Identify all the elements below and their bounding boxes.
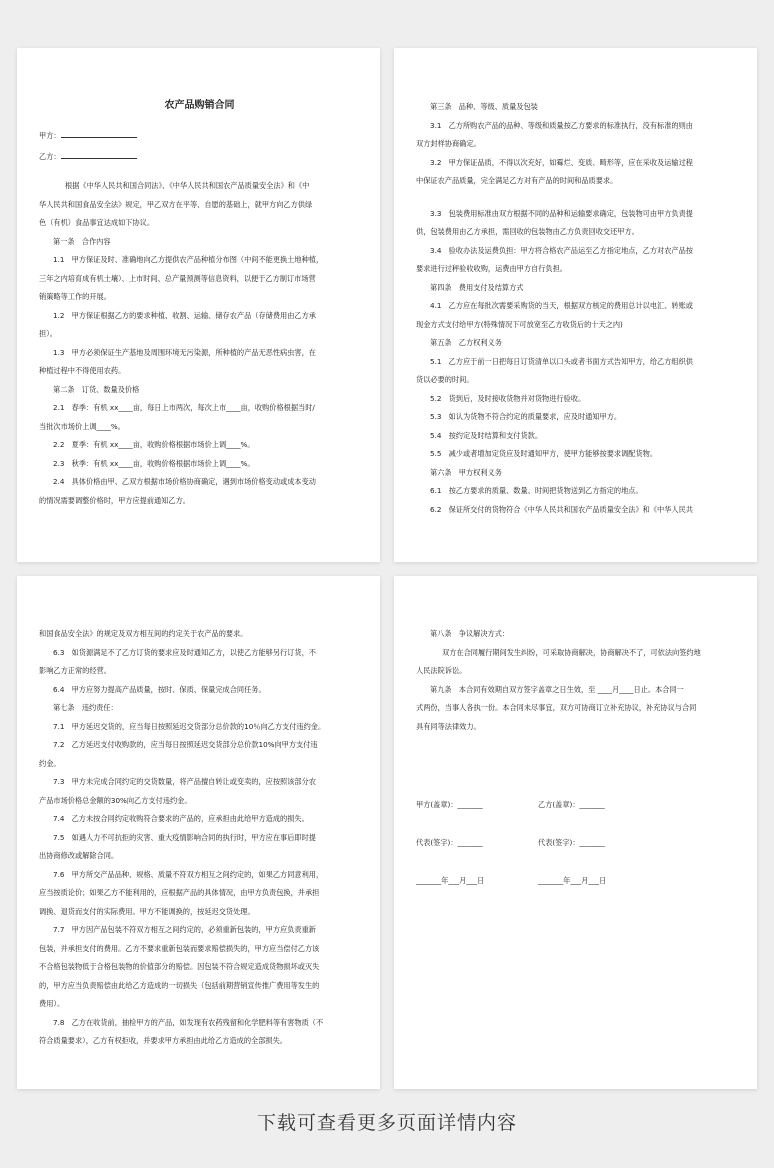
text-line: 7.2 乙方延迟支付收购款的，应当每日按照延迟交货部分总价款10%向甲方支付违 xyxy=(53,740,318,749)
text-line: 2.2 夏季：有机 xx____亩，收购价格根据市场价上调____%。 xyxy=(53,440,255,449)
party-a-label: 甲方： xyxy=(39,131,61,140)
text-line: 第九条 本合同有效期自双方签字盖章之日生效，至 ____月____日止。本合同一 xyxy=(430,684,684,694)
text-line: 1.2 甲方保证根据乙方的要求种植、收割、运输、储存农产品（存储费用由乙方承 xyxy=(53,310,316,320)
party-b-representative: 代表(签字)：_______ xyxy=(538,838,605,847)
text-line: 销策略等工作的开展。 xyxy=(39,292,111,301)
text-line: 7.4 乙方未按合同约定收购符合要求的产品的，应承担由此给甲方造成的损失。 xyxy=(53,814,309,823)
text-line: 符合质量要求），乙方有权拒收，并要求甲方承担由此给乙方造成的全部损失。 xyxy=(39,1036,287,1045)
date-row xyxy=(416,872,737,890)
text-line: 产品市场价格总金额的30%向乙方支付违约金。 xyxy=(39,795,192,805)
text-line: 不合格包装物低于合格包装物的价值部分的赔偿。因包装不符合规定造成货物损坏或灭失 xyxy=(39,962,320,971)
download-more-caption: 下载可查看更多页面详情内容 xyxy=(256,1112,517,1134)
text-line: 的情况需要调整价格时，甲方应提前通知乙方。 xyxy=(39,495,190,505)
text-line: 3.1 乙方所购农产品的品种、等级和质量按乙方要求的标准执行，没有标准的则由 xyxy=(430,120,693,130)
text-line: 7.8 乙方在收货前，抽检甲方的产品，如发现有农药残留和化学肥料等有害物质（不 xyxy=(53,1017,324,1027)
party-b-date: _______年___月___日 xyxy=(538,876,607,885)
text-line: 三年之内培育成有机土壤）、上市时间、总产量预测等信息资料，以便于乙方制订市场营 xyxy=(39,273,316,283)
text-line: 2.3 秋季：有机 xx____亩，收购价格根据市场价上调____%。 xyxy=(53,458,255,468)
text-line: 3.4 验收办法及运费负担：甲方将合格农产品运至乙方指定地点，乙方对农产品按 xyxy=(430,245,693,255)
text-line: 根据《中华人民共和国合同法》、《中华人民共和国农产品质量安全法》和《中 xyxy=(65,181,310,190)
text-line: 5.4 按约定及时结算和支付货款。 xyxy=(430,430,543,440)
document-page-2 xyxy=(394,48,757,562)
contract-title: 农产品购销合同 xyxy=(164,100,235,111)
text-line: 当批次市场价上调____%。 xyxy=(39,421,125,431)
text-line: 应当按质论价；如果乙方不能利用的，应根据产品的具体情况，由甲方负责包换，并承担 xyxy=(39,888,320,897)
text-line: 3.2 甲方保证品质，不得以次充好，如霉烂、变质、畸形等，应在采收及运输过程 xyxy=(430,157,693,167)
seal-row xyxy=(416,796,737,814)
text-line: 7.1 甲方延迟交货的，应当每日按照延迟交货部分总价款的10％向乙方支付违约金。 xyxy=(53,721,326,731)
text-line: 第一条 合作内容 xyxy=(53,236,111,246)
text-line: 2.1 春季：有机 xx____亩，每日上市两次，每次上市____亩，收购价格根据当时/ xyxy=(53,403,315,412)
text-line: 货以必要的时间。 xyxy=(416,375,474,384)
party-a-line xyxy=(39,125,360,146)
text-line: 担）。 xyxy=(39,329,57,338)
text-line: 1.1 甲方保证及时、准确地向乙方提供农产品种植分布图（中间不能更换土地种植， xyxy=(53,255,324,264)
party-b-line xyxy=(39,146,360,167)
text-line: 供，包装费用由乙方承担，需回收的包装物由乙方负责回收交还甲方。 xyxy=(416,227,639,236)
text-line: 和国食品安全法》的规定及双方相互间的约定关于农产品的要求。 xyxy=(39,629,248,638)
text-line: 色（有机）食品事宜达成如下协议。 xyxy=(39,218,155,227)
document-page-3 xyxy=(17,576,380,1089)
paragraph-gap xyxy=(416,191,737,205)
text-line: 第五条 乙方权利义务 xyxy=(430,338,502,347)
text-line: 6.4 甲方应努力提高产品质量，按时、保质、保量完成合同任务。 xyxy=(53,684,266,694)
text-line: 7.6 甲方所交产品品种、规格、质量不符双方相互之间约定的，如果乙方同意利用， xyxy=(53,869,324,879)
text-line: 5.1 乙方应于前一日把每日订货清单以口头或者书面方式告知甲方，给乙方组织供 xyxy=(430,356,693,366)
text-line: 影响乙方正常的经营。 xyxy=(39,666,111,675)
text-line: 种植过程中不得使用农药。 xyxy=(39,366,126,375)
text-line: 现金方式支付给甲方(特殊情况下可放宽至乙方收货后的十天之内) xyxy=(416,319,623,329)
text-line: 中保证农产品质量，完全满足乙方对有产品的时间和品质要求。 xyxy=(416,176,618,185)
text-line: 2.4 具体价格由甲、乙双方根据市场价格协商确定，遇到市场价格变动或成本变动 xyxy=(53,477,316,486)
text-line: 3.3 包装费用标准由双方根据不同的品种和运输要求确定，包装物可由甲方负责提 xyxy=(430,208,693,218)
page-1-body xyxy=(39,177,360,510)
party-b-seal: 乙方(盖章)：_______ xyxy=(538,800,605,809)
text-line: 出协商修改或解除合同。 xyxy=(39,851,119,860)
text-line: 6.2 保证所交付的货物符合《中华人民共和国农产品质量安全法》和《中华人民共 xyxy=(430,504,693,514)
party-a-representative: 代表(签字)：_______ xyxy=(416,838,483,847)
page-4-body xyxy=(416,625,737,736)
representative-row xyxy=(416,834,737,852)
party-b-blank xyxy=(61,150,137,159)
text-line: 第六条 甲方权利义务 xyxy=(430,467,502,477)
text-line: 6.1 按乙方要求的质量、数量、时间把货物送到乙方指定的地点。 xyxy=(430,486,643,495)
text-line: 调换、退货而支付的实际费用。甲方不能调换的，按延迟交货处理。 xyxy=(39,906,255,916)
text-line: 4.1 乙方应在每批次需要采购货的当天，根据双方核定的费用总计以电汇、转账或 xyxy=(430,301,693,310)
text-line: 式两份，当事人各执一份。本合同未尽事宜，双方可协商订立补充协议，补充协议与合同 xyxy=(416,703,697,712)
text-line: 具有同等法律效力。 xyxy=(416,721,481,731)
party-b-label: 乙方： xyxy=(39,152,61,161)
text-line: 5.3 如认为货物不符合约定的质量要求，应及时通知甲方。 xyxy=(430,412,622,421)
text-line: 5.2 货到后，及时接收货物并对货物进行验收。 xyxy=(430,393,586,403)
text-line: 要求进行过秤验收收购，运费由甲方自行负担。 xyxy=(416,264,567,273)
text-line: 第八条 争议解决方式： xyxy=(430,629,510,638)
page-2-body xyxy=(416,98,737,519)
text-line: 的，甲方应当负责赔偿由此给乙方造成的一切损失（包括前期营销宣传推广费用等发生的 xyxy=(39,980,320,990)
document-page-4 xyxy=(394,576,757,1089)
text-line: 双方在合同履行期间发生纠纷，可采取协商解决，协商解决不了，可依法向签约地 xyxy=(442,647,701,657)
text-line: 人民法院诉讼。 xyxy=(416,666,467,675)
text-line: 费用）。 xyxy=(39,999,65,1008)
text-line: 第二条 订货、数量及价格 xyxy=(53,384,140,394)
text-line: 包装，并承担支付的费用。乙方不要求重新包装而要求赔偿损失的，甲方应当偿付乙方该 xyxy=(39,943,320,953)
page-3-body xyxy=(39,625,360,1051)
party-a-seal: 甲方(盖章)：_______ xyxy=(416,800,483,809)
party-a-date: _______年___月___日 xyxy=(416,876,485,885)
text-line: 华人民共和国食品安全法》规定，甲乙双方在平等、自愿的基础上，就甲方向乙方供绿 xyxy=(39,199,313,209)
text-line: 5.5 减少或者增加定货应及时通知甲方，使甲方能够按要求调配货物。 xyxy=(430,449,658,458)
text-line: 第三条 品种、等级、质量及包装 xyxy=(430,102,538,111)
text-line: 7.3 甲方未完成合同约定的交货数量，将产品擅自转让或变卖的，应按照该部分农 xyxy=(53,777,316,786)
text-line: 7.5 如遇人力不可抗拒的灾害、重大疫情影响合同的执行时，甲方应在事后即时提 xyxy=(53,832,316,842)
party-a-blank xyxy=(61,129,137,138)
text-line: 7.7 甲方因产品包装不符双方相互之间约定的，必须重新包装的，甲方应负责重新 xyxy=(53,925,316,934)
text-line: 1.3 甲方必须保证生产基地及周围环境无污染源，所种植的产品无恶性病虫害，在 xyxy=(53,347,316,357)
text-line: 6.3 如货源满足不了乙方订货的要求应及时通知乙方，以使乙方能够另行订货，不 xyxy=(53,647,316,657)
text-line: 第七条 违约责任： xyxy=(53,703,118,712)
text-line: 约金。 xyxy=(39,758,61,768)
text-line: 第四条 费用支付及结算方式 xyxy=(430,282,524,292)
document-page-1 xyxy=(17,48,380,562)
text-line: 双方封样协商确定。 xyxy=(416,139,481,148)
